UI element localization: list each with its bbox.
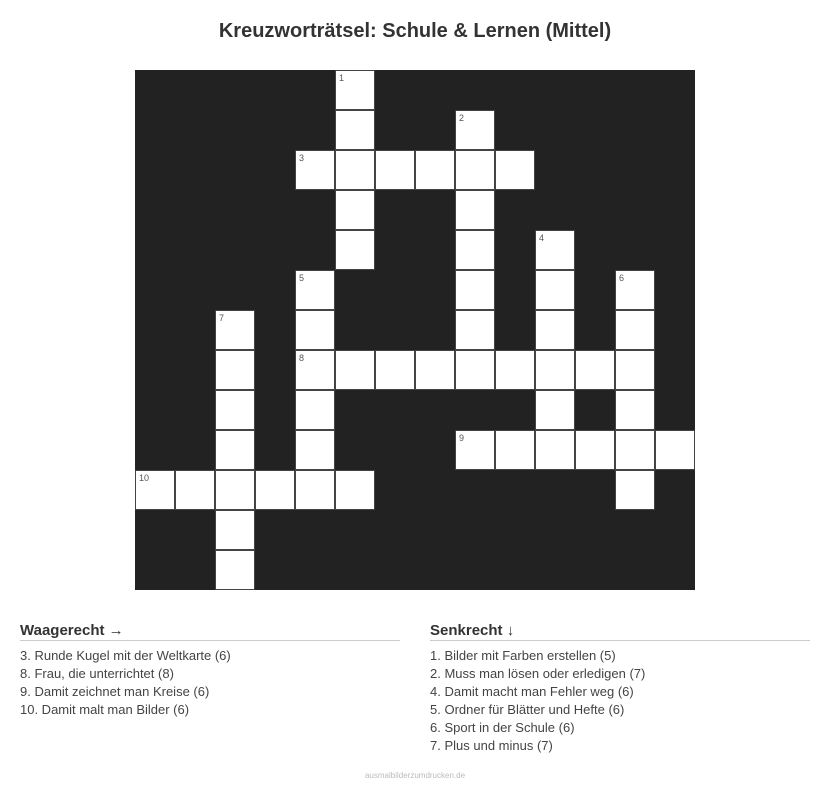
crossword-cell[interactable] — [415, 350, 455, 390]
cell-number: 9 — [459, 433, 465, 443]
clue-down-item: 4. Damit macht man Fehler weg (6) — [430, 684, 634, 699]
crossword-cell[interactable] — [295, 350, 335, 390]
cell-number: 3 — [299, 153, 305, 163]
clue-down-item: 7. Plus und minus (7) — [430, 738, 553, 753]
clues-down-list — [430, 647, 810, 755]
clue-down-item: 5. Ordner für Blätter und Hefte (6) — [430, 702, 625, 717]
crossword-cell[interactable] — [295, 470, 335, 510]
clues-across — [20, 622, 400, 719]
clues-down-heading — [430, 622, 810, 641]
arrow-right-icon: → — [108, 622, 124, 639]
crossword-cell[interactable] — [615, 430, 655, 470]
crossword-cell[interactable] — [455, 310, 495, 350]
crossword-cell[interactable] — [415, 150, 455, 190]
crossword-cell[interactable] — [215, 350, 255, 390]
clue-down-item: 2. Muss man lösen oder erledigen (7) — [430, 666, 646, 681]
crossword-cell[interactable] — [335, 350, 375, 390]
arrow-down-icon: ↓ — [506, 622, 515, 639]
crossword-cell[interactable] — [215, 470, 255, 510]
cell-number: 1 — [339, 73, 345, 83]
crossword-cell[interactable] — [455, 430, 495, 470]
crossword-cell[interactable] — [495, 430, 535, 470]
cell-number: 4 — [539, 233, 545, 243]
clue-across-item: 8. Frau, die unterrichtet (8) — [20, 666, 174, 681]
crossword-cell[interactable] — [535, 390, 575, 430]
cell-number: 2 — [459, 113, 465, 123]
crossword-cell[interactable] — [455, 230, 495, 270]
clue-across-item: 3. Runde Kugel mit der Weltkarte (6) — [20, 648, 231, 663]
clues-across-title: Waagerecht — [20, 622, 105, 639]
crossword-cell[interactable] — [335, 470, 375, 510]
cell-number: 6 — [619, 273, 625, 283]
clue-across-item: 10. Damit malt man Bilder (6) — [20, 702, 190, 717]
crossword-cell[interactable] — [615, 350, 655, 390]
crossword-cell[interactable] — [375, 350, 415, 390]
watermark: ausmalbilderzumdrucken.de — [364, 771, 466, 780]
crossword-cell[interactable] — [455, 110, 495, 150]
crossword-cell[interactable] — [535, 230, 575, 270]
crossword-cell[interactable] — [215, 310, 255, 350]
clue-down-item: 6. Sport in der Schule (6) — [430, 720, 575, 735]
crossword-cell[interactable] — [615, 270, 655, 310]
crossword-cell[interactable] — [335, 110, 375, 150]
crossword-cell[interactable] — [215, 550, 255, 590]
clue-across-item: 9. Damit zeichnet man Kreise (6) — [20, 684, 210, 699]
crossword-grid — [135, 70, 695, 590]
clues-across-list — [20, 647, 400, 719]
clues-down — [430, 622, 810, 755]
crossword-cell[interactable] — [215, 430, 255, 470]
crossword-cell[interactable] — [655, 430, 695, 470]
crossword-cell[interactable] — [255, 470, 295, 510]
crossword-cell[interactable] — [575, 350, 615, 390]
crossword-cell[interactable] — [295, 150, 335, 190]
cell-number: 5 — [299, 273, 305, 283]
crossword-cell[interactable] — [295, 310, 335, 350]
crossword-cell[interactable] — [535, 350, 575, 390]
crossword-cell[interactable] — [335, 230, 375, 270]
crossword-cell[interactable] — [455, 350, 495, 390]
clue-down-item: 1. Bilder mit Farben erstellen (5) — [430, 648, 616, 663]
crossword-cell[interactable] — [135, 470, 175, 510]
crossword-cell[interactable] — [615, 470, 655, 510]
crossword-cell[interactable] — [335, 150, 375, 190]
crossword-cell[interactable] — [455, 270, 495, 310]
cell-number: 10 — [139, 473, 150, 483]
crossword-cell[interactable] — [215, 390, 255, 430]
crossword-cell[interactable] — [455, 190, 495, 230]
crossword-cell[interactable] — [295, 430, 335, 470]
crossword-cell[interactable] — [535, 430, 575, 470]
crossword-cell[interactable] — [375, 150, 415, 190]
crossword-cell[interactable] — [615, 390, 655, 430]
clues-down-title: Senkrecht — [430, 622, 503, 639]
crossword-cell[interactable] — [295, 390, 335, 430]
crossword-cell[interactable] — [335, 190, 375, 230]
cell-number: 8 — [299, 353, 305, 363]
crossword-cell[interactable] — [455, 150, 495, 190]
cell-number: 7 — [219, 313, 225, 323]
crossword-cell[interactable] — [615, 310, 655, 350]
crossword-cell[interactable] — [295, 270, 335, 310]
crossword-cell[interactable] — [215, 510, 255, 550]
crossword-cell[interactable] — [535, 270, 575, 310]
crossword-cell[interactable] — [495, 150, 535, 190]
crossword-cell[interactable] — [535, 310, 575, 350]
clues-across-heading — [20, 622, 400, 641]
crossword-cell[interactable] — [335, 70, 375, 110]
crossword-cell[interactable] — [495, 350, 535, 390]
page-title: Kreuzworträtsel: Schule & Lernen (Mittel) — [218, 20, 612, 42]
crossword-cell[interactable] — [175, 470, 215, 510]
crossword-cell[interactable] — [575, 430, 615, 470]
